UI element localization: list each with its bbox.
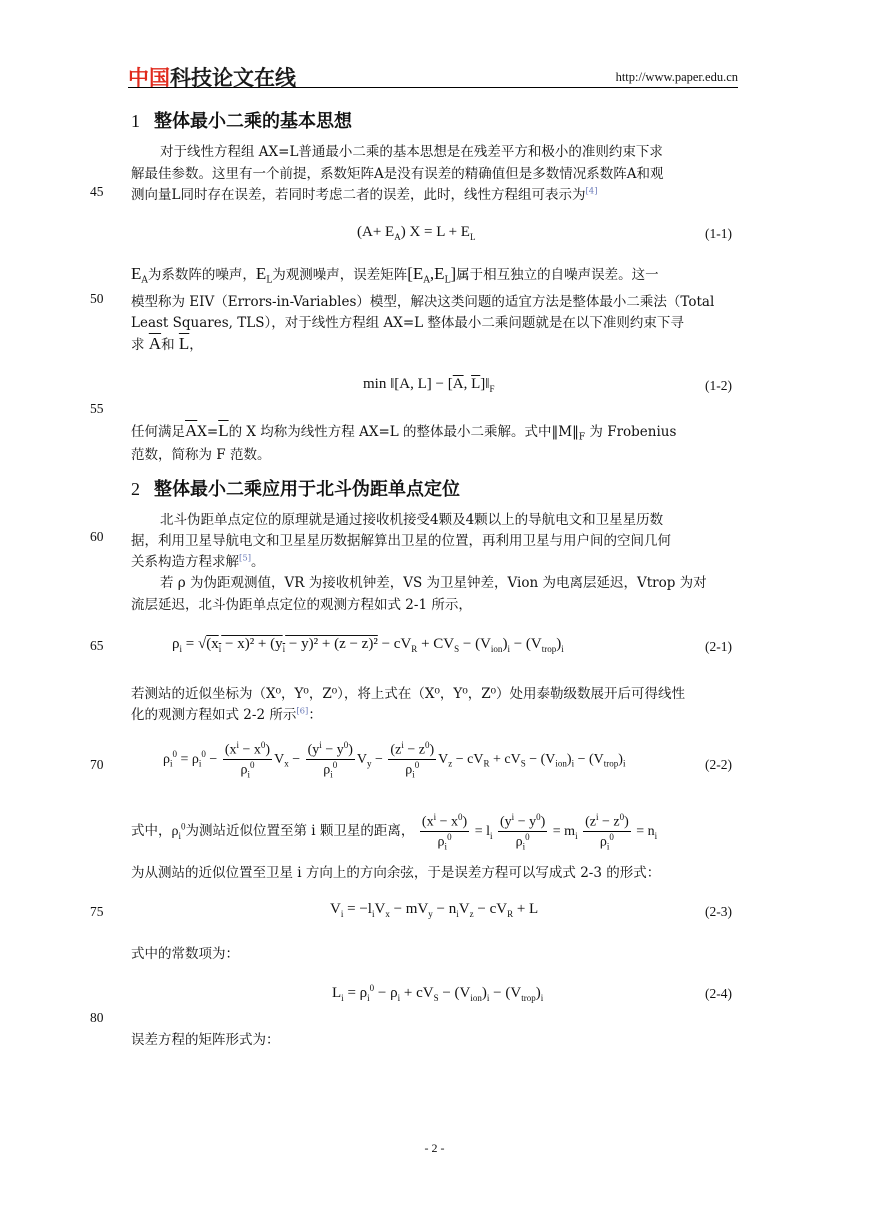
- equation-2-1: $\rho_i = √(x_i - x)^2 + (y_i - y)^2 + (z - z)^2 - cV_R + CV_S - (V_{ion})_i - (V_{trop})_i$: [172, 636, 564, 654]
- equation-number: (1-2): [705, 378, 732, 393]
- paragraph-line: 关系构造方程求解[5]。: [131, 553, 265, 570]
- paragraph-line: 流层延迟，北斗伪距单点定位的观测方程如式 2-1 所示，: [131, 597, 472, 613]
- line-number: 45: [90, 184, 104, 199]
- paragraph-line: 误差方程的矩阵形式为：: [131, 1032, 280, 1048]
- line-number: 65: [90, 638, 104, 653]
- citation[interactable]: [6]: [296, 706, 309, 717]
- paragraph-line: 为从测站的近似位置至卫星 i 方向上的方向余弦，于是误差方程可以写成式 2-3 的形式：: [131, 865, 661, 881]
- line-number: 75: [90, 904, 104, 919]
- paragraph-line: 北斗伪距单点定位的原理就是通过接收机接受4颗及4颗以上的导航电文和卫星星历数: [160, 512, 664, 528]
- paragraph-line: 对于线性方程组 AX=L普通最小二乘的基本思想是在残差平方和极小的准则约束下求: [160, 144, 663, 160]
- paragraph-line: 范数，简称为 F 范数。: [131, 447, 271, 463]
- journal-logo: 中国科技论文在线: [128, 66, 296, 90]
- equation-1-2: min ‖[A, $L] - [\overline{A}$, $\overline{L}]‖_F$: [363, 376, 495, 394]
- paragraph-line: 式中的常数项为：: [131, 946, 239, 962]
- paragraph-line: 化的观测方程如式 2-2 所示[6]：: [131, 706, 322, 723]
- paragraph-line: 求 $\overline{A}$和 $\overline{L}$，: [131, 334, 203, 353]
- equation-number: (2-1): [705, 639, 732, 654]
- line-number: 55: [90, 401, 104, 416]
- line-number: 50: [90, 291, 104, 306]
- line-number: 70: [90, 757, 104, 772]
- paragraph-line: 测向量L同时存在误差，若同时考虑二者的误差，此时，线性方程组可表示为[4]: [131, 186, 598, 203]
- line-number: 60: [90, 529, 104, 544]
- section-heading-1: 1 整体最小二乘的基本思想: [131, 111, 352, 132]
- citation[interactable]: [5]: [239, 553, 252, 564]
- equation-number: (2-4): [705, 986, 732, 1001]
- header-url: http://www.paper.edu.cn: [615, 70, 738, 84]
- paragraph-line: 若 ρ 为伪距观测值，VR 为接收机钟差，VS 为卫星钟差，Vion 为电离层延迟，Vtrop 为对: [160, 575, 707, 591]
- equation-number: (1-1): [705, 226, 732, 241]
- paragraph-line: 若测站的近似坐标为（X⁰，Y⁰，Z⁰），将上式在（X⁰，Y⁰，Z⁰）处用泰勒级数展开后可得线性: [131, 686, 686, 702]
- equation-number: (2-2): [705, 757, 732, 772]
- equation-number: (2-3): [705, 904, 732, 919]
- paragraph-line: 解最佳参数。这里有一个前提，系数矩阵A是没有误差的精确值但是多数情况系数阵A和观: [131, 166, 664, 182]
- header-divider: [128, 87, 738, 88]
- paragraph-line: 任何满足$\overline{A}X=\overline{L}$的 X 均称为线性方程 AX=L 的整体最小二乘解。式中$‖M‖_F$ 为 Frobenius: [131, 421, 677, 443]
- section-heading-2: 2 整体最小二乘应用于北斗伪距单点定位: [131, 479, 460, 500]
- equation-2-3: $V_i = -l_iV_x - mV_y - n_iV_z - cV_R + L$: [330, 901, 539, 919]
- paragraph-line: 式中，$\rho_i^0$为测站近似位置至第 i 颗卫星的距离， $\frac{(x^i - x^0)}{\rho_i^0}$ = $l_i$ $\frac{(y^i - y^0)}{\rho_i^0}$ = $m_i$ $\frac{(z^i - z^0)}{\rho_i^0}$ = $n_i$: [131, 812, 658, 852]
- line-number: 80: [90, 1010, 104, 1025]
- equation-1-1: $(A+ E_A)$ $X = L + E_L$: [357, 224, 476, 242]
- paragraph-line: 据，利用卫星导航电文和卫星星历数据解算出卫星的位置，再利用卫星与用户间的空间几何: [131, 533, 671, 549]
- page-number: - 2 -: [424, 1141, 445, 1155]
- equation-2-2: $\rho_i^0 = \rho_i^0$ − $\frac{(x^i - x^0)}{\rho_i^0}$ $V_x$ − $\frac{(y^i - y^0)}{\rho_i^0}$ $V_y$ − $\frac{(z^i - z^0)}{\rho_i^0}$ $V_z - cV_R + cV_S - (V_{ion})_i - (V_{trop})_i$: [163, 740, 626, 780]
- paragraph-line: $E_A$为系数阵的噪声，$E_L$为观测噪声，误差矩阵$[E_A,E_L]$属于相互独立的自噪声误差。这一: [131, 264, 659, 286]
- citation[interactable]: [4]: [585, 186, 598, 197]
- paragraph-line: Least Squares, TLS），对于线性方程组 AX=L 整体最小二乘问题就是在以下准则约束下寻: [131, 315, 684, 331]
- equation-2-4: $L_i = \rho_i^0 - \rho_i + cV_S - (V_{ion})_i - (V_{trop})_i$: [332, 983, 544, 1003]
- paragraph-line: 模型称为 EIV（Errors-in-Variables）模型，解决这类问题的适宜方法是整体最小二乘法（Total: [131, 294, 715, 310]
